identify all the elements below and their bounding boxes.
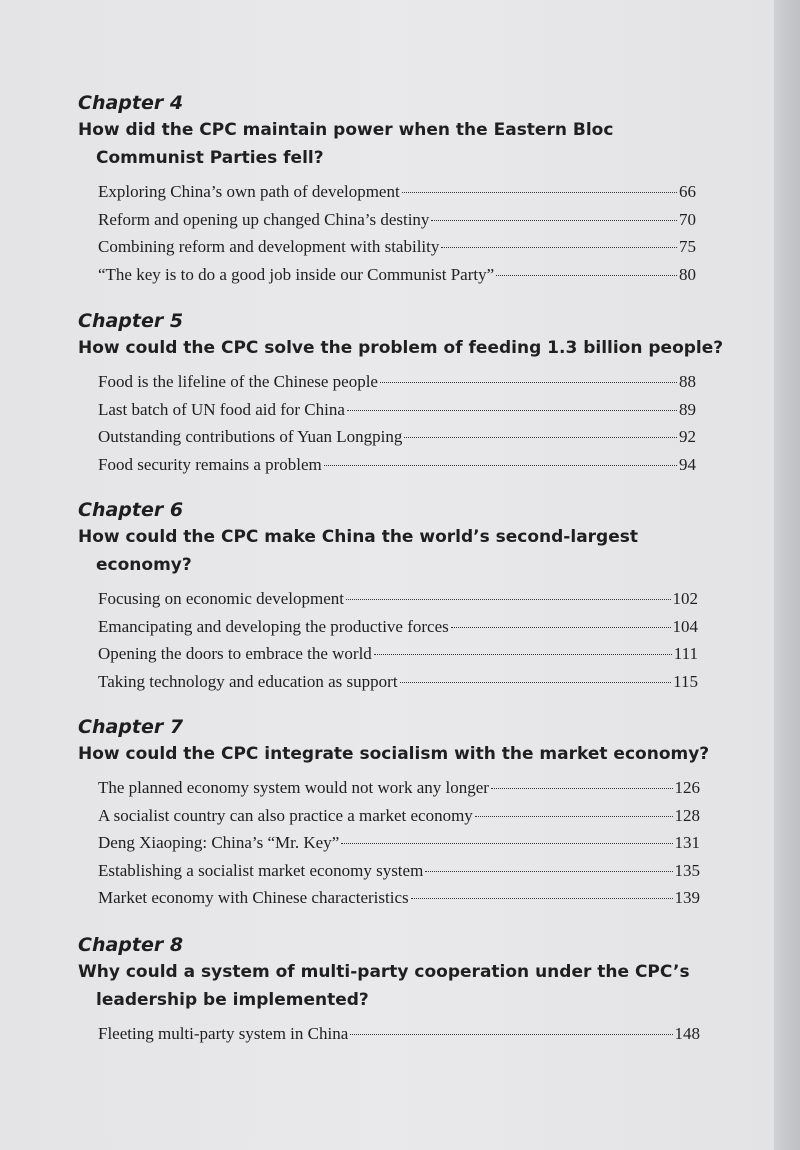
toc-entries [78,1024,700,1052]
entry-page: 94 [679,454,696,474]
chapter-label: Chapter 5 [78,310,184,332]
entry-title: Food security remains a problem [98,454,322,474]
toc-entry [98,455,696,483]
toc-entry [98,672,698,700]
entry-title: Last batch of UN food aid for China [98,399,345,419]
toc-entry [98,265,696,293]
toc-entry [98,427,696,455]
toc-entry [98,778,700,806]
entry-page: 92 [679,427,696,446]
chapter-6 [78,499,718,699]
toc-entry [98,888,700,916]
dot-leader [451,627,671,628]
dot-leader [380,382,677,383]
entry-page: 148 [674,1024,700,1043]
toc-entry [98,617,698,645]
dot-leader [374,654,672,655]
entry-title: Establishing a socialist market economy system [98,860,424,880]
entry-title: A socialist country can also practice a market economy [98,805,473,825]
toc-entry [98,372,696,400]
entry-title: Fleeting multi-party system in China [98,1024,349,1043]
toc-entries [78,372,696,482]
entry-title: Market economy with Chinese characteristics [98,888,409,907]
dot-leader [400,682,672,683]
entry-page: 88 [679,372,696,391]
entry-title: “The key is to do a good job inside our Communist Party” [98,264,495,284]
dot-leader [441,247,677,248]
entry-page: 139 [674,888,700,907]
entry-page: 102 [672,589,698,608]
entry-page: 131 [674,833,700,852]
dot-leader [431,220,677,221]
toc-entry [98,237,696,265]
toc-entry [98,1024,700,1052]
chapter-title: How could the CPC make China the world’s second-largest economy? [78,527,638,575]
entry-title: Exploring China’s own path of development [98,182,400,201]
chapter-title: How did the CPC maintain power when the Eastern Bloc Communist Parties fell? [78,120,614,168]
dot-leader [496,275,677,276]
entry-page: 75 [679,237,696,256]
entry-page: 104 [672,616,698,636]
chapter-label: Chapter 6 [78,499,184,521]
entry-title: Food is the lifeline of the Chinese people [98,372,378,391]
toc-entry [98,644,698,672]
entry-page: 111 [673,644,698,663]
entry-title: Emancipating and developing the productive forces [98,616,449,636]
entry-title: Outstanding contributions of Yuan Longping [98,427,403,446]
dot-leader [491,788,673,789]
entry-page: 128 [674,805,700,825]
chapter-8 [78,934,718,1052]
toc-entry [98,861,700,889]
entry-title: Focusing on economic development [98,589,344,608]
toc-entry [98,400,696,428]
entry-page: 115 [673,671,698,691]
dot-leader [347,410,677,411]
entry-page: 70 [679,209,696,229]
dot-leader [411,898,673,899]
entry-title: Deng Xiaoping: China’s “Mr. Key” [98,833,340,852]
toc-entry [98,182,696,210]
chapter-4 [78,92,718,292]
chapter-title: How could the CPC solve the problem of feeding 1.3 billion people? [78,338,724,358]
toc-entry [98,589,698,617]
toc-entry [98,210,696,238]
entry-page: 126 [674,778,700,797]
toc-entry [98,833,700,861]
toc-entry [98,806,700,834]
toc-entries [78,778,700,916]
chapter-title: How could the CPC integrate socialism with the market economy? [78,744,710,764]
chapter-label: Chapter 7 [78,716,184,738]
entry-page: 135 [674,860,700,880]
entry-title: Taking technology and education as support [98,671,398,691]
dot-leader [324,465,677,466]
chapter-label: Chapter 8 [78,934,184,956]
toc-entries [78,182,696,292]
chapter-7 [78,716,718,916]
chapter-label: Chapter 4 [78,92,184,114]
entry-page: 66 [679,182,696,201]
dot-leader [404,437,677,438]
entry-title: The planned economy system would not work any longer [98,778,489,797]
entry-title: Combining reform and development with stability [98,237,440,256]
dot-leader [402,192,677,193]
chapter-5 [78,310,724,482]
entry-page: 89 [679,399,696,419]
entry-title: Reform and opening up changed China’s destiny [98,209,430,229]
chapter-title: Why could a system of multi-party cooperation under the CPC’s leadership be implemented? [78,962,690,1010]
entry-page: 80 [679,264,696,284]
dot-leader [425,871,672,872]
dot-leader [350,1034,672,1035]
dot-leader [346,599,671,600]
dot-leader [341,843,672,844]
entry-title: Opening the doors to embrace the world [98,644,372,663]
toc-entries [78,589,698,699]
page-edge [774,0,800,1150]
dot-leader [475,816,673,817]
